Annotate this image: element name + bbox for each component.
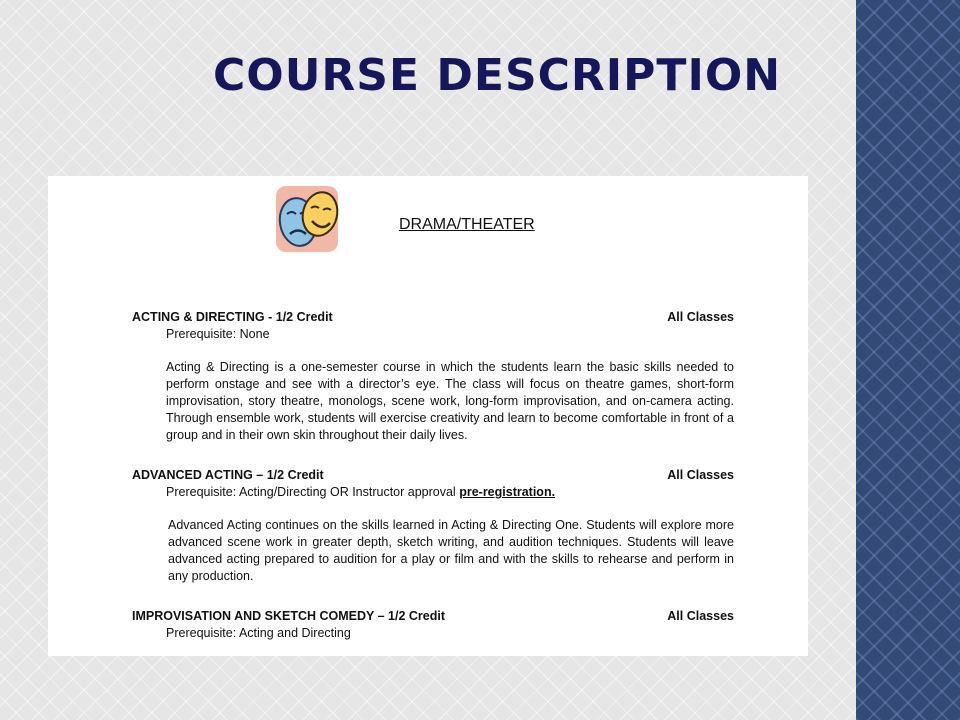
slide-title: COURSE DESCRIPTION bbox=[213, 50, 782, 101]
course-title: IMPROVISATION AND SKETCH COMEDY – 1/2 Credit bbox=[132, 609, 446, 623]
course-title: ADVANCED ACTING – 1/2 Credit bbox=[132, 468, 324, 482]
document-heading: DRAMA/THEATER bbox=[399, 216, 535, 233]
decorative-side-band bbox=[856, 0, 960, 720]
pre-registration-note: pre-registration. bbox=[459, 485, 556, 499]
document-image bbox=[48, 176, 808, 656]
course-prerequisite: Prerequisite: Acting and Directing bbox=[166, 626, 351, 640]
course-title: ACTING & DIRECTING - 1/2 Credit bbox=[132, 310, 333, 324]
course-level: All Classes bbox=[667, 468, 734, 482]
course-level: All Classes bbox=[667, 310, 734, 324]
course-acting-directing bbox=[132, 309, 734, 444]
course-prerequisite: Prerequisite: Acting/Directing OR Instructor approval bbox=[166, 485, 456, 499]
course-prerequisite: Prerequisite: None bbox=[166, 327, 270, 341]
course-prerequisite-line bbox=[166, 484, 734, 501]
course-level: All Classes bbox=[667, 609, 734, 623]
course-improvisation-sketch bbox=[132, 608, 734, 642]
course-description: Acting & Directing is a one-semester course in which the students learn the basic skills needed to perform onstage and see with a director’s eye. The class will focus on theatre games, short-form improvisation, story theatre, monologs, scene work, long-form improvisation, and on-camera acting. Through ensemble work, students will exercise creativity and learn to become comfortable in front of a group and in their own skin throughout their daily lives. bbox=[166, 360, 734, 442]
theater-masks-icon bbox=[274, 184, 348, 256]
course-description: Advanced Acting continues on the skills learned in Acting & Directing One. Students will explore more advanced scene work in greater depth, sketch writing, and audition techniques. Students will leave advanced acting prepared to audition for a play or film and with the skills to rehearse and perform in any production. bbox=[168, 518, 734, 583]
course-advanced-acting bbox=[132, 467, 734, 585]
